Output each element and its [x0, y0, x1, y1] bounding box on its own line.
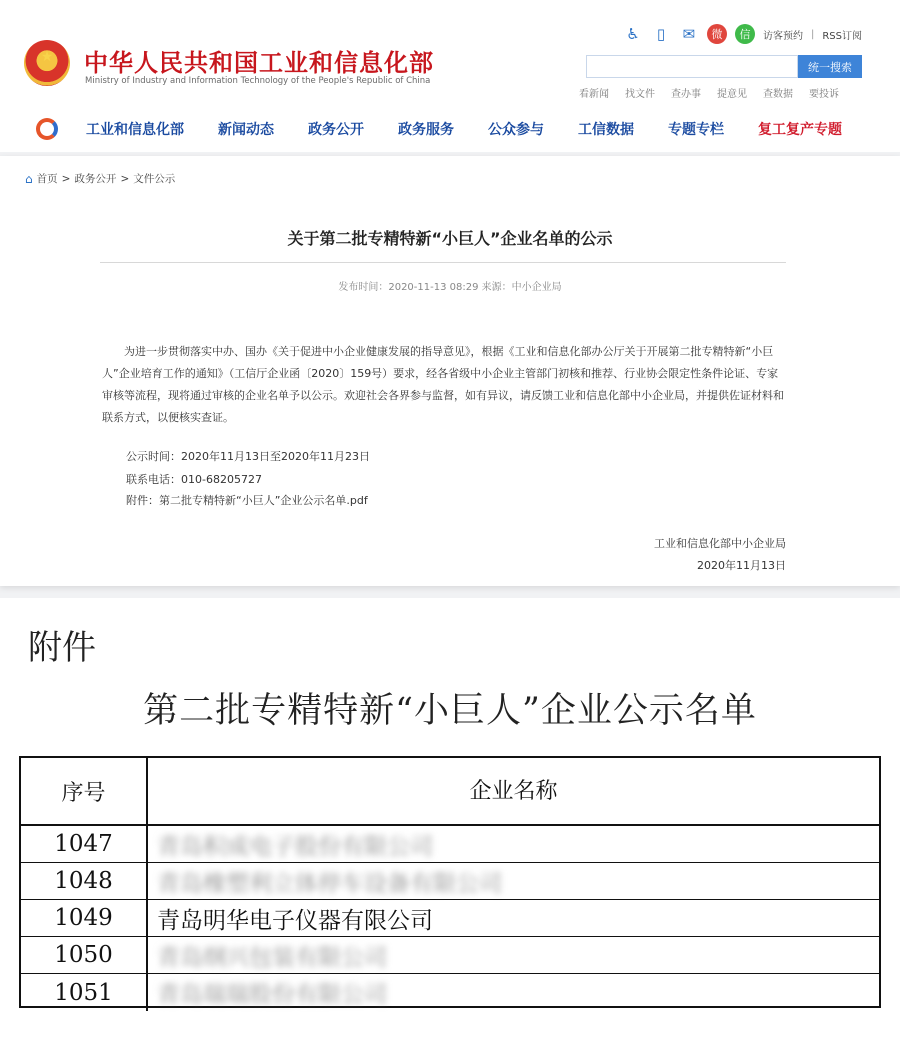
search-input[interactable] — [586, 55, 798, 78]
utility-separator: | — [810, 28, 815, 40]
table-row — [21, 974, 879, 1011]
signing-organization: 工业和信息化部中小企业局 — [654, 537, 786, 550]
mail-icon[interactable]: ✉ — [682, 25, 696, 43]
row-company-name: 青岛橡塑利立体停车设备有限公司 — [157, 870, 502, 897]
table-header — [21, 758, 879, 826]
nav-item-resumption[interactable]: 复工复产专题 — [758, 122, 842, 138]
nav-item-data[interactable]: 工信数据 — [578, 122, 634, 138]
main-nav — [0, 108, 900, 152]
header-company-name: 企业名称 — [469, 779, 558, 804]
quick-link-services[interactable]: 查办事 — [671, 89, 701, 100]
row-serial: 1050 — [21, 937, 148, 973]
breadcrumb-sep: > — [120, 172, 130, 185]
row-serial: 1047 — [21, 826, 148, 862]
weibo-icon[interactable]: 微 — [707, 24, 727, 44]
row-company-name: 青岛瑞瑞股份有限公司 — [157, 982, 387, 1008]
row-serial: 1048 — [21, 863, 148, 899]
rss-link[interactable]: RSS订阅 — [822, 30, 862, 42]
row-serial: 1049 — [21, 900, 148, 936]
nav-item-news[interactable]: 新闻动态 — [218, 122, 274, 138]
nav-item-services[interactable]: 政务服务 — [398, 122, 454, 138]
article-body: 为进一步贯彻落实中办、国办《关于促进中小企业健康发展的指导意见》，根据《工业和信息化部办公厅关于开展第二批专精特新“小巨人”企业培育工作的通知》（工信厅企业函〔2020〕159号）要求，经各省级中小企业主管部门初核和推荐、行业协会限定性条件论证、专家审核等流程，现将通过审核的企业名单予以公示。欢迎社会各界参与监督，如有异议，请反馈工业和信息化部中小企业局，并提供佐证材料和联系方式，以便核实查证。 — [102, 345, 784, 424]
site-header — [0, 0, 900, 108]
nav-item-topics[interactable]: 专题专栏 — [668, 122, 724, 138]
national-emblem-logo[interactable] — [24, 40, 70, 86]
breadcrumb-home[interactable]: 首页 — [36, 173, 58, 185]
accessibility-icon[interactable]: ♿ — [626, 25, 640, 43]
table-row — [21, 826, 879, 863]
row-serial: 1051 — [21, 974, 148, 1011]
mobile-icon[interactable]: ▯ — [656, 25, 666, 43]
header-serial: 序号 — [21, 758, 148, 824]
quick-link-data[interactable]: 查数据 — [763, 89, 793, 100]
quick-link-files[interactable]: 找文件 — [625, 89, 655, 100]
site-subtitle: Ministry of Industry and Information Technology of the People's Republic of China — [85, 76, 431, 86]
row-company-name: 青岛积成电子股份有限公司 — [157, 833, 433, 860]
quick-link-suggestions[interactable]: 提意见 — [717, 89, 747, 100]
document-title: 第二批专精特新“小巨人”企业公示名单 — [143, 691, 757, 731]
row-company-name: 青岛纲兴包装有限公司 — [157, 944, 387, 971]
nav-item-participation[interactable]: 公众参与 — [488, 122, 544, 138]
quick-link-news[interactable]: 看新闻 — [579, 89, 609, 100]
title-divider — [100, 262, 786, 263]
company-table — [19, 756, 881, 1008]
article-title: 关于第二批专精特新“小巨人”企业名单的公示 — [287, 229, 613, 248]
breadcrumb-open-government[interactable]: 政务公开 — [74, 173, 117, 185]
visit-appointment-link[interactable]: 访客预约 — [762, 30, 803, 42]
utility-bar — [623, 24, 862, 44]
article-meta: 发布时间：2020-11-13 08:29 来源：中小企业局 — [338, 282, 562, 293]
breadcrumb-sep: > — [61, 172, 71, 185]
site-title[interactable]: 中华人民共和国工业和信息化部 — [84, 49, 434, 77]
home-icon[interactable]: ⌂ — [25, 171, 33, 186]
table-row — [21, 863, 879, 900]
contact-phone: 联系电话：010-68205727 — [126, 473, 262, 486]
table-row — [21, 900, 879, 937]
wechat-icon[interactable]: 信 — [735, 24, 755, 44]
quick-link-complaints[interactable]: 要投诉 — [809, 89, 839, 100]
attachment-label: 附件 — [28, 628, 96, 668]
table-row — [21, 937, 879, 974]
quick-links — [579, 85, 839, 100]
nav-item-open-government[interactable]: 政务公开 — [308, 122, 364, 138]
breadcrumb-file-notice[interactable]: 文件公示 — [133, 173, 176, 185]
search-button[interactable]: 统一搜索 — [798, 55, 862, 78]
notice-period: 公示时间：2020年11月13日至2020年11月23日 — [126, 450, 370, 463]
attachment-link[interactable]: 附件：第二批专精特新“小巨人”企业公示名单.pdf — [126, 494, 368, 507]
nav-item-ministry[interactable]: 工业和信息化部 — [86, 122, 184, 138]
star-icon: ★ — [40, 49, 54, 65]
breadcrumb — [25, 171, 175, 186]
signing-date: 2020年11月13日 — [697, 559, 786, 572]
ministry-logo-icon[interactable] — [36, 118, 58, 140]
row-company-name: 青岛明华电子仪器有限公司 — [157, 907, 433, 934]
